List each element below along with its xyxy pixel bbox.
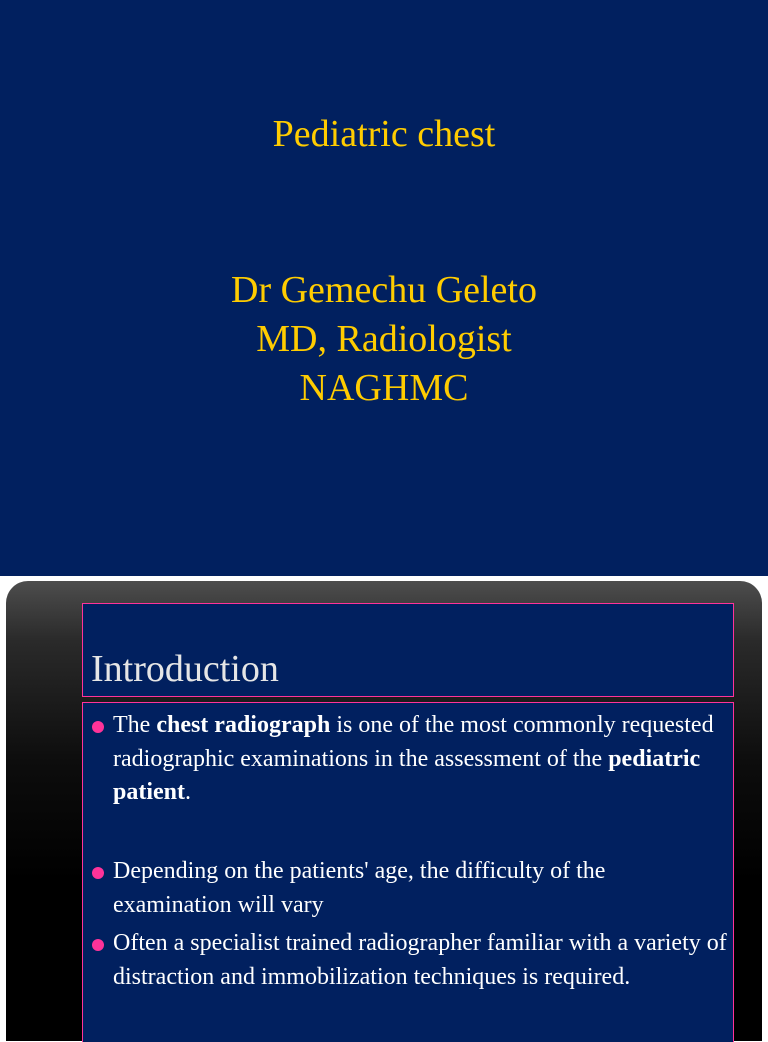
- bullet-bold-text: pediatric patient: [113, 745, 701, 805]
- author-credentials: MD, Radiologist: [256, 318, 512, 360]
- bullet-text: .: [185, 779, 191, 805]
- bullet-dot-icon: [92, 721, 104, 733]
- title-box: [82, 603, 734, 697]
- bullet-dot-icon: [92, 867, 104, 879]
- bullet-bold-text: chest radiograph: [156, 712, 331, 738]
- bullet-item: [113, 927, 728, 994]
- bullet-text: The: [113, 712, 157, 738]
- bullet-text: Depending on the patients' age, the difficulty of the examination will vary: [113, 858, 606, 918]
- content-box: [82, 702, 734, 1042]
- author-institution: NAGHMC: [299, 367, 469, 409]
- introduction-title: Introduction: [91, 648, 279, 690]
- bullet-item: [113, 855, 728, 922]
- slide-frame: [6, 581, 762, 1041]
- author-block: [0, 266, 768, 413]
- slide-title: Pediatric chest: [272, 113, 496, 155]
- bullet-dot-icon: [92, 939, 104, 951]
- author-name: Dr Gemechu Geleto: [231, 269, 537, 311]
- bullet-text: Often a specialist trained radiographer familiar with a variety of distraction and immobilization techniques is required.: [113, 930, 727, 990]
- bullet-item: [113, 709, 728, 810]
- introduction-slide: [0, 576, 768, 1024]
- bullet-text: is one of the most commonly requested radiographic examinations in the assessment of the: [113, 712, 714, 772]
